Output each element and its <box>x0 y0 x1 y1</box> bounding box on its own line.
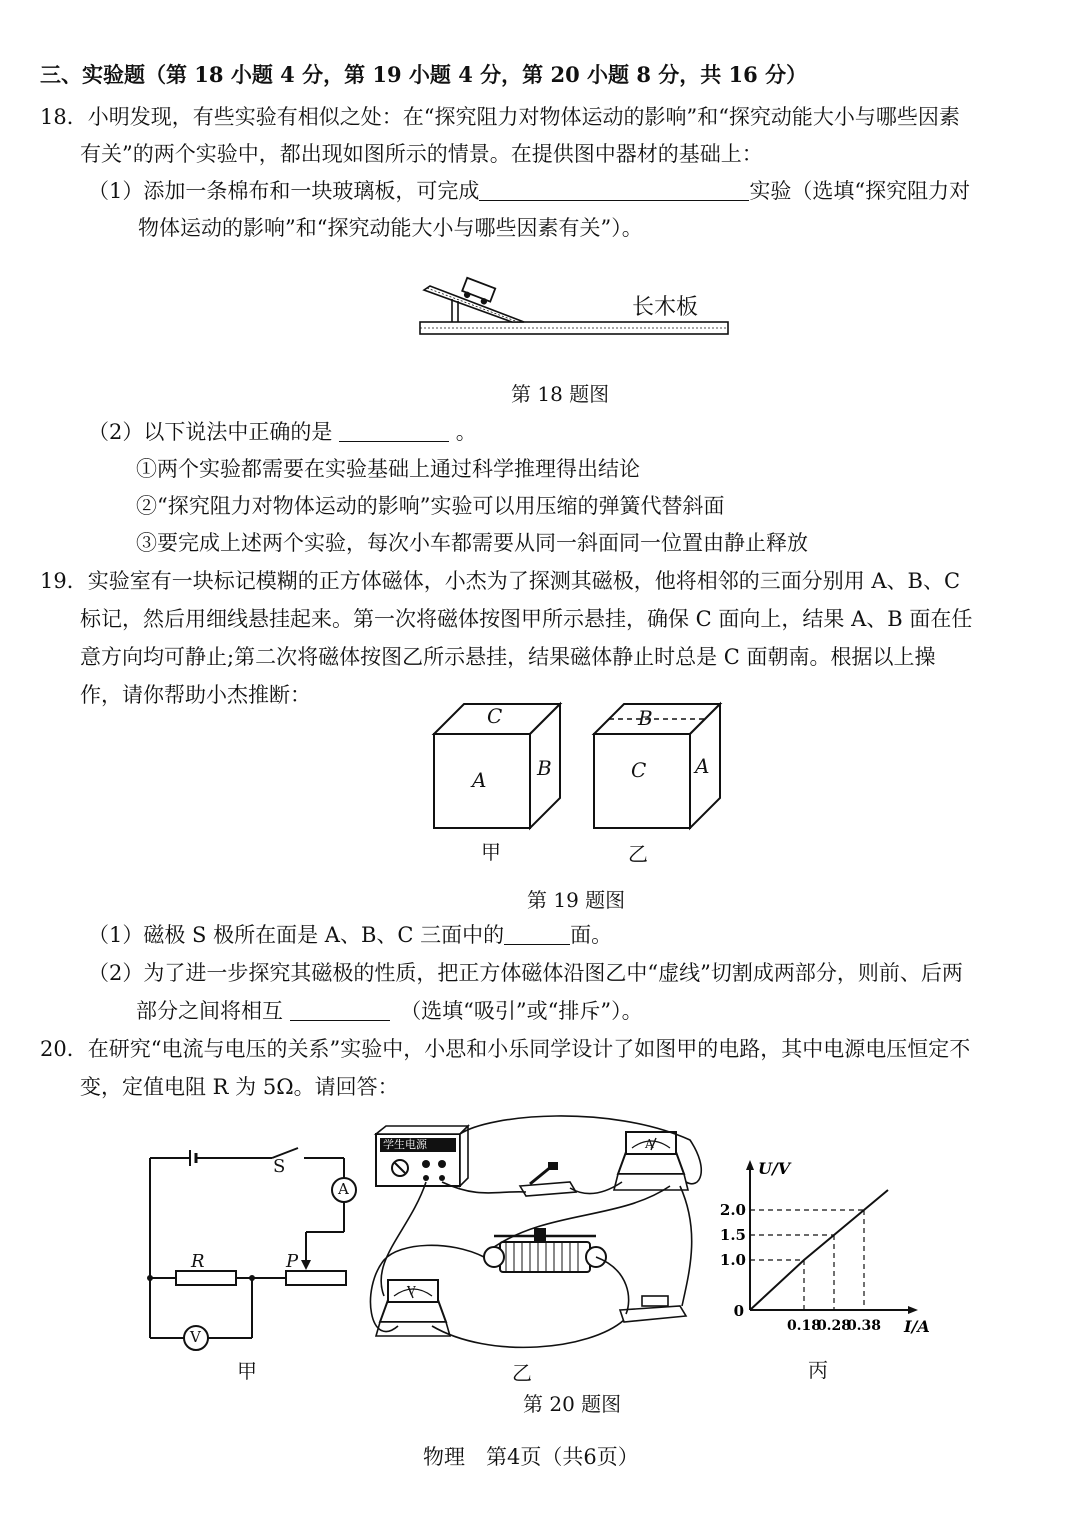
q18-part1-answer-blank[interactable] <box>479 178 749 201</box>
rheostat-symbol <box>286 1271 346 1285</box>
q19-part2: （2）为了进一步探究其磁极的性质，把正方体磁体沿图乙中“虚线”切割成两部分，则前、后两 <box>88 961 963 985</box>
fig18-caption: 第 18 题图 <box>511 382 610 406</box>
ui-graph-label: 丙 <box>808 1358 828 1382</box>
knife-switch <box>520 1182 576 1196</box>
x-tick-label-1: 0.18 <box>786 1318 822 1334</box>
q19-line2: 标记，然后用细线悬挂起来。第一次将磁体按图甲所示悬挂，确保 C 面向上，结果 A、B 面在任 <box>80 607 973 631</box>
q19-line3: 意方向均可静止;第二次将磁体按图乙所示悬挂，结果磁体静止时总是 C 面朝南。根据以上操 <box>80 645 936 669</box>
y-tick-label-3: 2.0 <box>719 1201 746 1219</box>
circuit-ammeter-label: A <box>338 1180 349 1198</box>
q18-line1: 18．小明发现，有些实验有相似之处：在“探究阻力对物体运动的影响”和“探究动能大小与哪些因素 <box>40 105 960 129</box>
q18-part1-prefix: （1）添加一条棉布和一块玻璃板，可完成 <box>88 179 480 203</box>
q18-part1-suffix: 实验（选填“探究阻力对 <box>749 179 971 203</box>
q18-line2: 有关”的两个实验中，都出现如图所示的情景。在提供图中器材的基础上： <box>80 142 763 166</box>
page-footer: 物理 第4页（共6页） <box>423 1445 639 1469</box>
fig20-ui-graph <box>719 1159 930 1360</box>
q19-part1 <box>88 920 612 950</box>
y-axis-arrow <box>746 1160 754 1170</box>
q18-part1-cont: 物体运动的影响”和“探究动能大小与哪些因素有关”）。 <box>138 216 643 240</box>
y-tick-label-1: 1.0 <box>719 1251 746 1269</box>
q18-part2-answer-blank[interactable] <box>339 419 449 442</box>
q18-part1 <box>88 176 970 206</box>
q18-part2-end: 。 <box>455 420 477 444</box>
circuit-resistor-label: R <box>191 1251 205 1272</box>
q19-part1-suffix: 面。 <box>570 923 613 947</box>
circuit-voltmeter-label: V <box>190 1328 201 1346</box>
physical-voltmeter-label: V <box>407 1284 416 1298</box>
physical-setup-label: 乙 <box>512 1361 532 1385</box>
fig20-caption: 第 20 题图 <box>523 1392 622 1416</box>
resistor-symbol <box>176 1271 236 1285</box>
x-tick-label-2: 0.28 <box>816 1318 852 1334</box>
x-axis-label: I/A <box>904 1317 930 1336</box>
physical-resistor <box>620 1306 686 1322</box>
circuit-label: 甲 <box>237 1359 257 1383</box>
physical-ammeter <box>618 1152 684 1174</box>
y-tick-label-2: 1.5 <box>719 1226 746 1244</box>
q20-line1: 20．在研究“电流与电压的关系”实验中，小思和小乐同学设计了如图甲的电路，其中电源电压恒定不 <box>40 1037 971 1061</box>
physical-ammeter-label: A <box>645 1137 654 1151</box>
slider-arrow <box>301 1260 311 1270</box>
physical-voltmeter <box>380 1300 446 1322</box>
circuit-slider-label: P <box>286 1251 299 1272</box>
fig20-circuit-diagram <box>146 1150 366 1350</box>
fig19-caption: 第 19 题图 <box>527 888 626 912</box>
cube-yi-label: 乙 <box>628 842 648 866</box>
cube-yi-side-face: A <box>695 754 710 778</box>
q19-part2-suffix: （选填“吸引”或“排斥”）。 <box>410 999 643 1023</box>
origin-label: 0 <box>733 1302 744 1320</box>
cube-jia-label: 甲 <box>481 840 501 864</box>
cube-jia-top-face: C <box>487 704 503 728</box>
ui-series-line <box>750 1190 888 1310</box>
x-axis-arrow <box>908 1306 918 1314</box>
q19-line1: 19．实验室有一块标记模糊的正方体磁体，小杰为了探测其磁极，他将相邻的三面分别用 A、B、C <box>40 569 961 593</box>
cube-jia-front-face: A <box>472 768 487 792</box>
q19-part2-answer-blank[interactable] <box>290 998 390 1021</box>
q18-option-2: ②“探究阻力对物体运动的影响”实验可以用压缩的弹簧代替斜面 <box>136 494 725 518</box>
q19-part2-cont <box>136 996 643 1026</box>
fig18-board-label: 长木板 <box>632 295 699 320</box>
section-heading: 三、实验题（第 18 小题 4 分，第 19 小题 4 分，第 20 小题 8 分，共 16 分） <box>40 62 808 87</box>
circuit-switch-label: S <box>273 1156 286 1177</box>
q20-line2: 变，定值电阻 R 为 5Ω。请回答： <box>80 1075 399 1099</box>
q18-part2-prefix: （2）以下说法中正确的是 <box>88 420 333 444</box>
q19-part1-answer-blank[interactable] <box>504 922 570 945</box>
q18-part2 <box>88 417 477 447</box>
q18-option-1: ①两个实验都需要在实验基础上通过科学推理得出结论 <box>136 457 640 481</box>
cube-yi-front-face: C <box>631 758 647 782</box>
y-axis-label: U/V <box>758 1159 791 1178</box>
cube-jia-side-face: B <box>537 756 552 780</box>
q19-line4: 作，请你帮助小杰推断： <box>80 683 311 707</box>
q19-part2-prefix: 部分之间将相互 <box>136 999 283 1023</box>
power-supply-label: 学生电源 <box>383 1138 427 1151</box>
q18-option-3: ③要完成上述两个实验，每次小车都需要从同一斜面同一位置由静止释放 <box>136 531 808 555</box>
cube-yi-top-face: B <box>638 706 653 730</box>
q19-part1-prefix: （1）磁极 S 极所在面是 A、B、C 三面中的 <box>88 923 505 947</box>
x-tick-label-3: 0.38 <box>846 1318 882 1334</box>
